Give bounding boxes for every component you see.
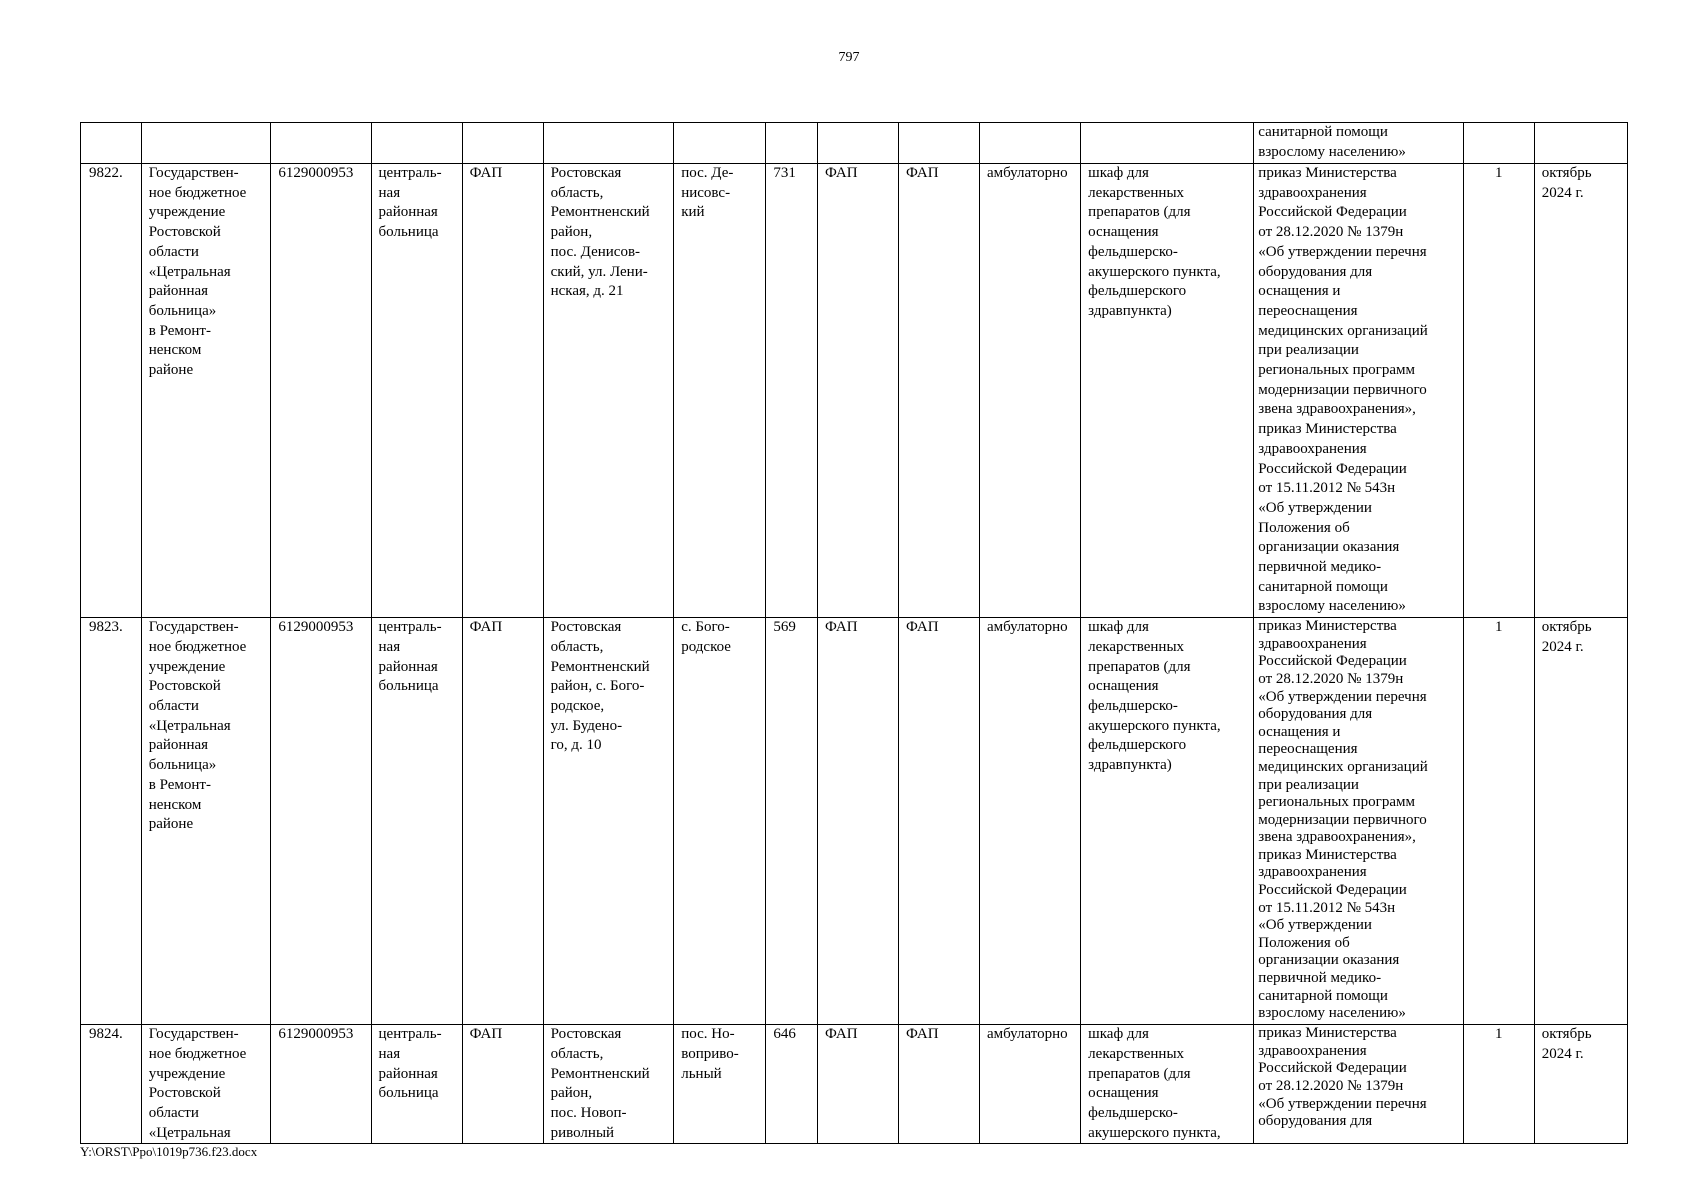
legal-basis-line: от 28.12.2020 № 1379н bbox=[1258, 670, 1404, 687]
cell-unit: ФАП bbox=[462, 618, 543, 1025]
cell-subdivision-2: ФАП bbox=[898, 618, 979, 1025]
cell-equipment: шкаф для лекарственных препаратов (для оснащения фельдшерско- акушерского пункта, фельдшерского здравпункта) bbox=[1081, 164, 1254, 618]
cell-subdivision: ФАП bbox=[817, 164, 898, 618]
cell-legal-basis bbox=[1254, 1025, 1464, 1144]
legal-basis-line: «Об утверждении перечня bbox=[1258, 243, 1427, 260]
cell-inn: 6129000953 bbox=[271, 1025, 371, 1144]
legal-basis-line: Российской Федерации bbox=[1258, 882, 1407, 899]
legal-basis-line: санитарной помощи bbox=[1258, 987, 1388, 1004]
cell-equipment: шкаф для лекарственных препаратов (для оснащения фельдшерско- акушерского пункта, bbox=[1081, 1025, 1254, 1144]
legal-basis-line: первичной медико- bbox=[1258, 559, 1382, 576]
cell-quantity: 1 bbox=[1463, 164, 1534, 618]
cell-type: централь- ная районная больница bbox=[371, 164, 462, 618]
cell-address: Ростовская область, Ремонтненский район, пос. Денисов- ский, ул. Лени- нская, д. 21 bbox=[543, 164, 674, 618]
cell-address: Ростовская область, Ремонтненский район, с. Бого- родское, ул. Будено- го, д. 10 bbox=[543, 618, 674, 1025]
cell-legal-basis bbox=[1254, 164, 1464, 618]
legal-basis-line: оборудования для bbox=[1258, 706, 1373, 723]
cell-deadline bbox=[1534, 123, 1627, 164]
cell-population: 569 bbox=[766, 618, 818, 1025]
legal-basis-line: медицинских организаций bbox=[1258, 758, 1428, 775]
cell-care-form: амбулаторно bbox=[979, 1025, 1080, 1144]
cell-subdivision: ФАП bbox=[817, 1025, 898, 1144]
cell-equipment: шкаф для лекарственных препаратов (для оснащения фельдшерско- акушерского пункта, фельдшерского здравпункта) bbox=[1081, 618, 1254, 1025]
legal-basis-line: при реализации bbox=[1258, 776, 1359, 793]
legal-basis-line: оснащения и bbox=[1258, 283, 1341, 300]
legal-basis-line: от 28.12.2020 № 1379н bbox=[1258, 1077, 1404, 1094]
cell-deadline: октябрь 2024 г. bbox=[1534, 1025, 1627, 1144]
legal-basis-line: Российской Федерации bbox=[1258, 204, 1407, 221]
legal-basis-line: Российской Федерации bbox=[1258, 1060, 1407, 1077]
legal-basis-line: оборудования для bbox=[1258, 263, 1373, 280]
cell-care-form bbox=[979, 123, 1080, 164]
legal-basis-line: региональных программ bbox=[1258, 362, 1415, 379]
cell-num: 9824. bbox=[81, 1025, 142, 1144]
legal-basis-line: переоснащения bbox=[1258, 741, 1358, 758]
cell-care-form: амбулаторно bbox=[979, 164, 1080, 618]
legal-basis-line: здравоохранения bbox=[1258, 1042, 1367, 1059]
legal-basis-line: при реализации bbox=[1258, 342, 1359, 359]
cell-population: 731 bbox=[766, 164, 818, 618]
cell-settlement bbox=[674, 123, 766, 164]
cell-organization: Государствен- ное бюджетное учреждение Ростовской области «Цетральная районная больница» в Ремонт- ненском районе bbox=[141, 618, 271, 1025]
cell-unit bbox=[462, 123, 543, 164]
cell-inn: 6129000953 bbox=[271, 618, 371, 1025]
legal-basis-line: оснащения и bbox=[1258, 723, 1341, 740]
legal-basis-line: санитарной помощи bbox=[1258, 124, 1388, 140]
table-row bbox=[81, 618, 1628, 1025]
legal-basis-line: модернизации первичного bbox=[1258, 381, 1427, 398]
legal-basis-line: звена здравоохранения», bbox=[1258, 401, 1416, 418]
legal-basis-line: переоснащения bbox=[1258, 302, 1358, 319]
legal-basis-line: Российской Федерации bbox=[1258, 460, 1407, 477]
legal-basis-line: здравоохранения bbox=[1258, 864, 1367, 881]
legal-basis-line: Положения об bbox=[1258, 934, 1350, 951]
table-row bbox=[81, 164, 1628, 618]
legal-basis-line: организации оказания bbox=[1258, 539, 1400, 556]
legal-basis-line: приказ Министерства bbox=[1258, 165, 1397, 181]
cell-num: 9822. bbox=[81, 164, 142, 618]
legal-basis-line: организации оказания bbox=[1258, 952, 1400, 969]
cell-unit: ФАП bbox=[462, 164, 543, 618]
cell-type bbox=[371, 123, 462, 164]
legal-basis-line: звена здравоохранения», bbox=[1258, 829, 1416, 846]
legal-basis-line: здравоохранения bbox=[1258, 440, 1367, 457]
cell-legal-basis bbox=[1254, 123, 1464, 164]
legal-basis-line: взрослому населению» bbox=[1258, 1005, 1406, 1022]
legal-basis-line: от 15.11.2012 № 543н bbox=[1258, 899, 1396, 916]
legal-basis-line: «Об утверждении перечня bbox=[1258, 688, 1427, 705]
legal-basis-line: взрослому населению» bbox=[1258, 143, 1406, 160]
legal-basis-line: первичной медико- bbox=[1258, 970, 1382, 987]
page-number: 797 bbox=[838, 50, 860, 65]
cell-num: 9823. bbox=[81, 618, 142, 1025]
cell-address bbox=[543, 123, 674, 164]
cell-subdivision-2 bbox=[898, 123, 979, 164]
cell-settlement: с. Бого- родское bbox=[674, 618, 766, 1025]
legal-basis-line: приказ Министерства bbox=[1258, 618, 1397, 635]
file-path-footer: Y:\ORST\Ppo\1019p736.f23.docx bbox=[80, 1144, 258, 1159]
cell-organization: Государствен- ное бюджетное учреждение Ростовской области «Цетральная bbox=[141, 1025, 271, 1144]
legal-basis-line: от 15.11.2012 № 543н bbox=[1258, 480, 1396, 497]
cell-subdivision bbox=[817, 123, 898, 164]
table-row-carryover bbox=[81, 123, 1628, 164]
cell-organization: Государствен- ное бюджетное учреждение Ростовской области «Цетральная районная больница» в Ремонт- ненском районе bbox=[141, 164, 271, 618]
cell-equipment bbox=[1081, 123, 1254, 164]
cell-inn bbox=[271, 123, 371, 164]
legal-basis-line: Российской Федерации bbox=[1258, 653, 1407, 670]
cell-subdivision-2: ФАП bbox=[898, 1025, 979, 1144]
legal-basis-line: приказ Министерства bbox=[1258, 1025, 1397, 1042]
cell-subdivision: ФАП bbox=[817, 618, 898, 1025]
cell-population: 646 bbox=[766, 1025, 818, 1144]
cell-subdivision-2: ФАП bbox=[898, 164, 979, 618]
cell-type: централь- ная районная больница bbox=[371, 618, 462, 1025]
cell-population bbox=[766, 123, 818, 164]
legal-basis-line: приказ Министерства bbox=[1258, 421, 1397, 438]
legal-basis-line: взрослому населению» bbox=[1258, 598, 1406, 615]
cell-deadline: октябрь 2024 г. bbox=[1534, 164, 1627, 618]
table-row bbox=[81, 1025, 1628, 1144]
cell-inn: 6129000953 bbox=[271, 164, 371, 618]
legal-basis-line: здравоохранения bbox=[1258, 635, 1367, 652]
cell-num bbox=[81, 123, 142, 164]
legal-basis-line: модернизации первичного bbox=[1258, 811, 1427, 828]
cell-quantity: 1 bbox=[1463, 1025, 1534, 1144]
cell-quantity: 1 bbox=[1463, 618, 1534, 1025]
cell-unit: ФАП bbox=[462, 1025, 543, 1144]
cell-quantity bbox=[1463, 123, 1534, 164]
legal-basis-line: региональных программ bbox=[1258, 794, 1415, 811]
register-table bbox=[80, 122, 1628, 1144]
cell-deadline: октябрь 2024 г. bbox=[1534, 618, 1627, 1025]
cell-organization bbox=[141, 123, 271, 164]
cell-care-form: амбулаторно bbox=[979, 618, 1080, 1025]
cell-settlement: пос. Де- нисовс- кий bbox=[674, 164, 766, 618]
cell-settlement: пос. Но- воприво- льный bbox=[674, 1025, 766, 1144]
legal-basis-line: «Об утверждении bbox=[1258, 917, 1372, 934]
cell-type: централь- ная районная больница bbox=[371, 1025, 462, 1144]
legal-basis-line: медицинских организаций bbox=[1258, 322, 1428, 339]
legal-basis-line: от 28.12.2020 № 1379н bbox=[1258, 224, 1404, 241]
legal-basis-line: Положения об bbox=[1258, 519, 1350, 536]
legal-basis-line: «Об утверждении перечня bbox=[1258, 1095, 1427, 1112]
cell-legal-basis bbox=[1254, 618, 1464, 1025]
legal-basis-line: оборудования для bbox=[1258, 1113, 1373, 1130]
legal-basis-line: санитарной помощи bbox=[1258, 578, 1388, 595]
legal-basis-line: приказ Министерства bbox=[1258, 846, 1397, 863]
cell-address: Ростовская область, Ремонтненский район, пос. Новоп- риволный bbox=[543, 1025, 674, 1144]
legal-basis-line: здравоохранения bbox=[1258, 184, 1367, 201]
legal-basis-line: «Об утверждении bbox=[1258, 499, 1372, 516]
